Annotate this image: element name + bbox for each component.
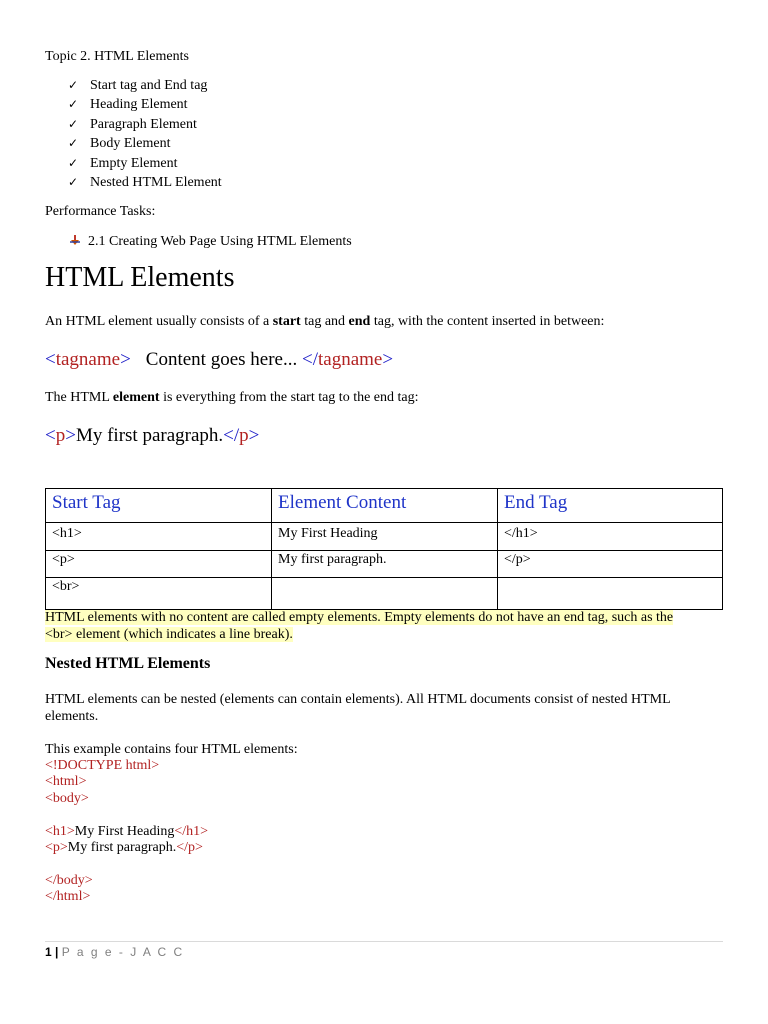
table-row xyxy=(46,578,723,610)
syntax-example: <tagname> Content goes here... </tagname> xyxy=(45,349,394,370)
checkmark-icon: ✓ xyxy=(68,174,79,189)
table-cell: <br> xyxy=(46,578,272,610)
table-cell: </p> xyxy=(498,551,723,578)
arrow-bullet-icon xyxy=(68,234,82,246)
code-body-open: <body> xyxy=(45,791,89,806)
table-cell: <p> xyxy=(46,551,272,578)
page-footer: 1 | P a g e - J A C C xyxy=(45,945,185,959)
table-cell xyxy=(272,578,498,610)
table-row xyxy=(46,551,723,578)
list-item: ✓ Start tag and End tag xyxy=(68,78,208,93)
checkmark-icon: ✓ xyxy=(68,97,79,112)
list-item: ✓ Paragraph Element xyxy=(68,116,197,132)
table-row xyxy=(46,523,723,551)
footer-label: P a g e - J A C C xyxy=(61,945,185,959)
nested-heading: Nested HTML Elements xyxy=(45,655,211,672)
code-html-open: <html> xyxy=(45,774,87,789)
code-doctype: <!DOCTYPE html> xyxy=(45,758,160,773)
table-header-cell: End Tag xyxy=(498,489,723,523)
example-intro: This example contains four HTML elements: xyxy=(45,742,298,757)
nested-paragraph: HTML elements can be nested (elements can contain elements). All HTML documents consist of nested HTML elements. xyxy=(45,692,671,724)
table-header-cell: Element Content xyxy=(272,489,498,523)
table-header-row xyxy=(46,489,723,523)
list-item: ✓ Empty Element xyxy=(68,155,178,171)
code-body-close: </body> xyxy=(45,873,93,888)
checkmark-icon: ✓ xyxy=(68,116,79,131)
page-heading: HTML Elements xyxy=(45,262,235,293)
paragraph-example: <p>My first paragraph.</p> xyxy=(45,425,260,446)
checkmark-icon: ✓ xyxy=(68,155,79,170)
table-cell: </h1> xyxy=(498,523,723,551)
table-cell: My first paragraph. xyxy=(272,551,498,578)
table-header-cell: Start Tag xyxy=(46,489,272,523)
table-cell: My First Heading xyxy=(272,523,498,551)
code-html-close: </html> xyxy=(45,889,91,904)
performance-tasks-label: Performance Tasks: xyxy=(45,204,156,219)
table-cell xyxy=(498,578,723,610)
code-h1-line: <h1>My First Heading</h1> xyxy=(45,824,209,839)
task-item: 2.1 Creating Web Page Using HTML Elements xyxy=(68,233,352,250)
footer-divider xyxy=(45,941,723,942)
checkmark-icon: ✓ xyxy=(68,78,79,92)
page-number: 1 xyxy=(45,945,52,959)
checkmark-icon: ✓ xyxy=(68,136,79,151)
list-item: ✓ Heading Element xyxy=(68,97,188,113)
elements-table xyxy=(45,488,723,610)
topic-title: Topic 2. HTML Elements xyxy=(45,49,189,64)
code-p-line: <p>My first paragraph.</p> xyxy=(45,840,203,855)
intro-paragraph: An HTML element usually consists of a start tag and end tag, with the content inserted in between: xyxy=(45,314,605,329)
list-item: ✓ Body Element xyxy=(68,136,171,152)
table-cell: <h1> xyxy=(46,523,272,551)
empty-elements-note: HTML elements with no content are called empty elements. Empty elements do not have an end tag, such as the <br> element (which indicates a line break). xyxy=(45,610,674,642)
list-item: ✓ Nested HTML Element xyxy=(68,174,222,190)
topic-checklist xyxy=(68,76,222,192)
element-definition: The HTML element is everything from the start tag to the end tag: xyxy=(45,390,419,405)
